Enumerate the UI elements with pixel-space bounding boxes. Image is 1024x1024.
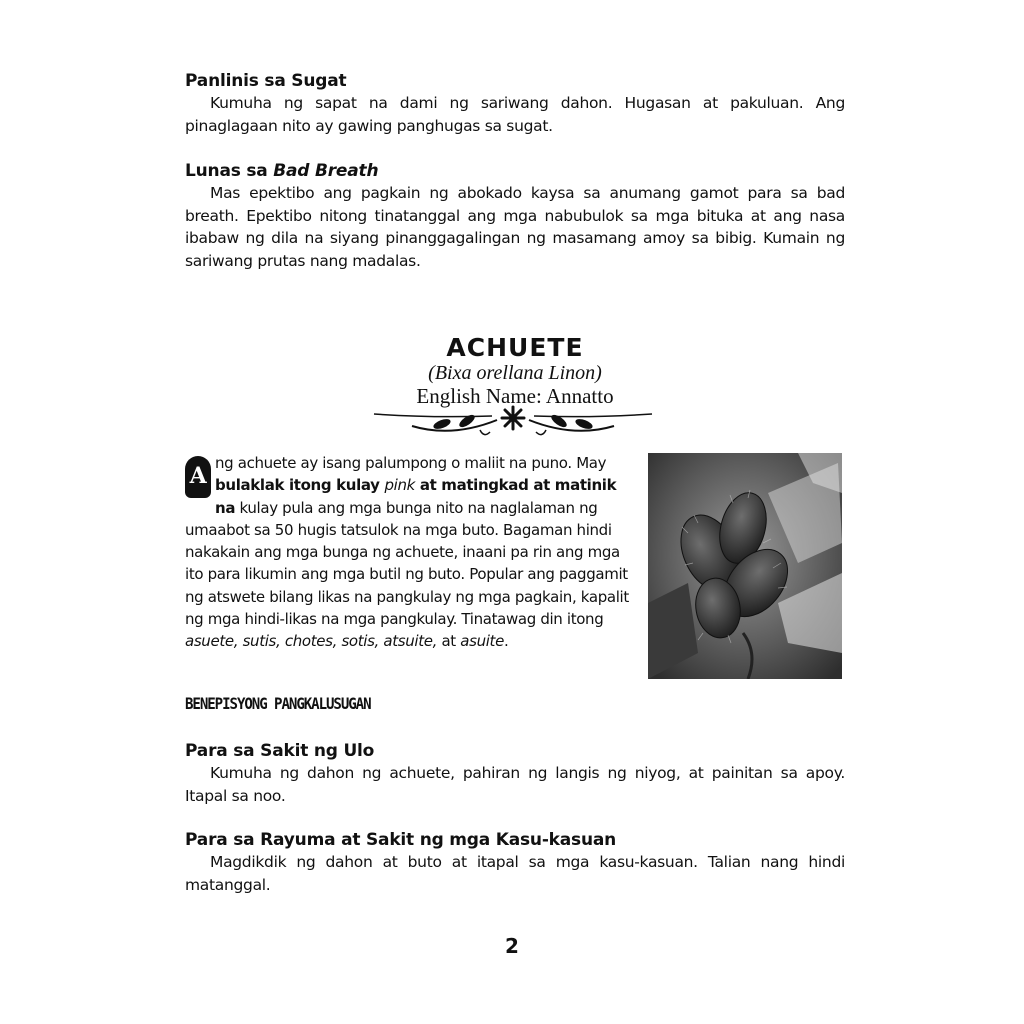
section-panlinis <box>185 70 845 137</box>
plant-title-block <box>370 334 660 408</box>
plant-name: ACHUETE <box>446 333 584 362</box>
leaf-divider-ornament <box>372 404 654 440</box>
section-bad-breath <box>185 160 845 272</box>
section-body: Magdikdik ng dahon at buto at itapal sa mga kasu-kasuan. Talian nang hindi matanggal. <box>185 853 845 894</box>
benefit-rheumatism <box>185 829 845 896</box>
page-number: 2 <box>505 934 519 958</box>
achuete-fruit-photo <box>648 453 842 679</box>
section-heading: Panlinis sa Sugat <box>185 71 347 91</box>
section-heading: Para sa Rayuma at Sakit ng mga Kasu-kasuan <box>185 830 617 850</box>
dropcap-letter: A <box>185 456 211 498</box>
benefits-title: BENEPISYONG PANGKALUSUGAN <box>185 694 371 713</box>
section-heading: Lunas sa Bad Breath <box>185 161 379 181</box>
benefit-headache <box>185 740 845 807</box>
section-heading: Para sa Sakit ng Ulo <box>185 741 375 761</box>
plant-intro: A ng achuete ay isang palumpong o maliit na puno. May bulaklak itong kulay pink at matingkad at matinik na kulay pula ang mga bunga nito na naglalaman ng umaabot sa 50 hugis tatsulok na mga buto. Bagaman hindi nakakain ang mga bunga ng achuete, inaani pa rin ang mga ito para likumin ang mga butil ng buto. Popular ang paggamit ng atswete bilang likas na pangkulay ng mga pagkain, kapalit ng mga hindi-likas na mga pangkulay. Tinatawag din itong asuete, sutis, chotes, sotis, atsuite, at asuite. <box>185 454 629 651</box>
section-body: Kumuha ng sapat na dami ng sariwang dahon. Hugasan at pakuluan. Ang pinaglagaan nito ay gawing panghugas sa sugat. <box>185 94 845 135</box>
english-name: English Name: Annatto <box>416 384 614 408</box>
section-body: Kumuha ng dahon ng achuete, pahiran ng langis ng niyog, at painitan sa apoy. Itapal sa noo. <box>185 764 845 805</box>
section-body: Mas epektibo ang pagkain ng abokado kaysa sa anumang gamot para sa bad breath. Epektibo nitong tinatanggal ang mga nabubulok sa mga bituka at ang nasa ibabaw ng dila na siyang pinanggagalingan ng masamang amoy sa bibig. Kumain ng sariwang prutas nang madalas. <box>185 184 845 270</box>
scientific-name: (Bixa orellana Linon) <box>428 362 602 384</box>
